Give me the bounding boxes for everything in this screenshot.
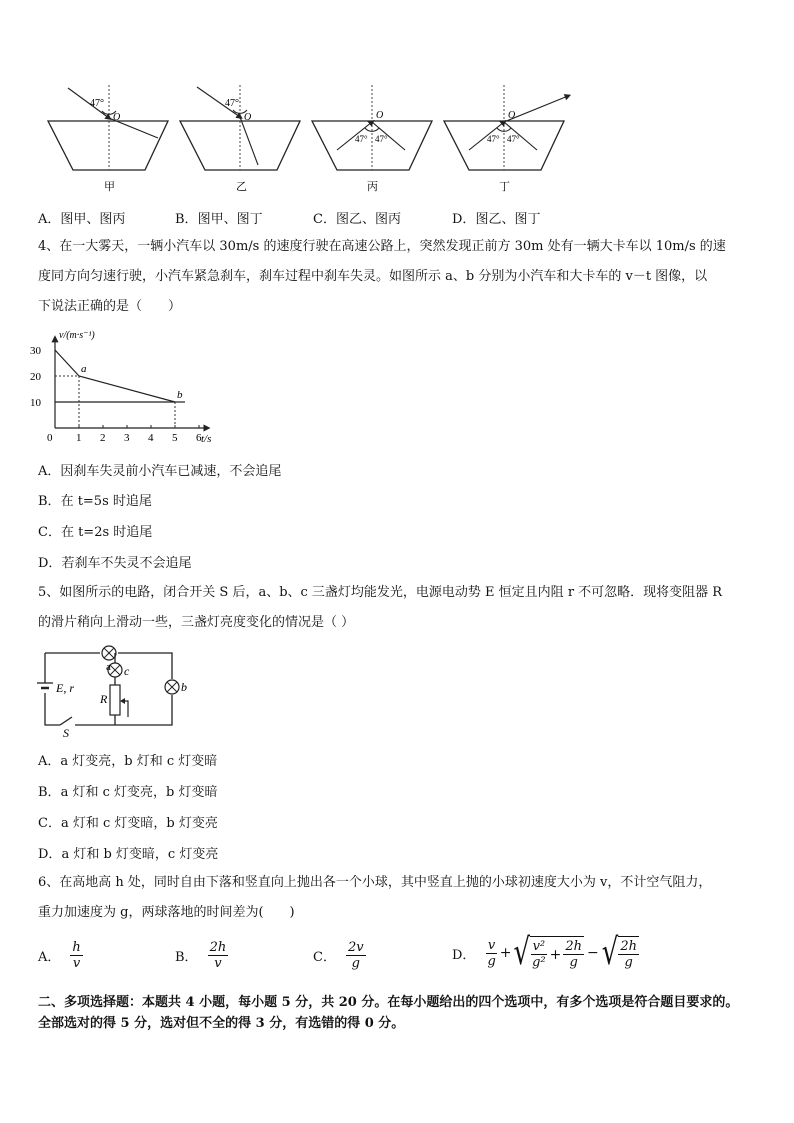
svg-text:O: O [508,110,516,121]
caption-yi: 乙 [236,181,247,193]
x-axis-label: t/s [201,433,212,445]
vt-chart [30,324,215,449]
prism-bing [312,85,432,170]
q4-text-line1: 4、在一大雾天，一辆小汽车以 30m/s 的速度行驶在高速公路上，突然发现正前方 30m 处有一辆大卡车以 10m/s 的速 [38,239,726,254]
q6-option-c[interactable]: C． $\frac{2v}{g}$ [313,940,364,971]
q5-option-c[interactable]: C．a 灯和 c 灯变暗，b 灯变亮 [38,816,218,831]
y-tick-label: 30 [30,345,41,357]
caption-ding: 丁 [499,181,510,193]
q5-option-a[interactable]: A．a 灯变亮，b 灯和 c 灯变暗 [38,754,218,769]
q4-option-d[interactable]: D．若刹车不失灵不会追尾 [38,556,192,571]
x-tick-label: 4 [148,432,154,444]
x-tick-label: 3 [124,432,130,444]
q3-option-c[interactable]: C．图乙、图丙 [313,212,401,227]
svg-text:S: S [63,726,69,740]
lamp-b [165,680,179,694]
q5-option-b[interactable]: B．a 灯和 c 灯变亮，b 灯变暗 [38,785,218,800]
q4-text-line2: 度同方向匀速行驶，小汽车紧急刹车，刹车过程中刹车失灵。如图所示 a、b 分别为小汽车和大卡车的 v－t 图像，以 [38,269,708,284]
prism-figures [0,0,794,200]
svg-text:O: O [113,112,121,123]
prism-yi [180,85,300,170]
svg-text:E, r: E, r [56,681,74,695]
svg-text:47°: 47° [355,134,368,144]
q4-option-b[interactable]: B．在 t=5s 时追尾 [38,494,152,509]
prism-ding [444,85,568,170]
svg-text:c: c [124,664,130,678]
y-axis-label: v/(m·s⁻¹) [59,330,95,341]
lamp-a [102,646,116,660]
q5-text-line1: 5、如图所示的电路，闭合开关 S 后，a、b、c 三盏灯均能发光，电源电动势 E 恒定且内阻 r 不可忽略．现将变阻器 R [38,585,723,600]
svg-text:a: a [106,661,111,673]
caption-jia: 甲 [104,181,115,193]
q5-text-line2: 的滑片稍向上滑动一些，三盏灯亮度变化的情况是（ ） [38,615,355,630]
q3-option-a[interactable]: A．图甲、图丙 [38,212,126,227]
section2-line2: 全部选对的得 5 分，选对但不全的得 3 分，有选错的得 0 分。 [38,1016,405,1031]
point-label-b: b [177,389,183,401]
x-tick-label: 6 [196,432,202,444]
q3-option-b[interactable]: B．图甲、图丁 [175,212,263,227]
q4-option-c[interactable]: C．在 t=2s 时追尾 [38,525,153,540]
rheostat-r [110,685,120,715]
q6-text-line1: 6、在高地高 h 处，同时自由下落和竖直向上抛出各一个小球，其中竖直上抛的小球初速度大小为 v，不计空气阻力， [38,875,712,890]
caption-bing: 丙 [367,181,378,193]
q6-text-line2: 重力加速度为 g，两球落地的时间差为( ) [38,905,295,920]
circuit-diagram [30,645,200,740]
svg-text:47°: 47° [487,134,500,144]
prism-jia [48,85,168,170]
svg-text:b: b [181,680,187,694]
svg-text:47°: 47° [507,134,520,144]
svg-text:R: R [100,692,108,706]
x-tick-label: 0 [47,432,53,444]
section2-line1: 二、多项选择题：本题共 4 小题，每小题 5 分，共 20 分。在每小题给出的四个选项中，有多个选项是符合题目要求的。 [38,995,739,1010]
svg-text:O: O [376,110,384,121]
x-tick-label: 2 [100,432,106,444]
q6-option-b[interactable]: B． $\frac{2h}{v}$ [175,940,227,971]
point-label-a: a [81,363,87,375]
q6-option-a[interactable]: A． $\frac{h}{v}$ [38,940,81,971]
y-tick-label: 10 [30,397,41,409]
angle-label: 47° [90,98,104,109]
q6-option-d[interactable]: D． $\frac{v}{g}$ + √ $\frac{\text{v²}}{\text{g²}}$ + $\frac{2h}{g}$ − √ $\frac{2h}{g}$ [452,932,637,974]
q4-text-line3: 下说法正确的是（ ） [38,299,182,314]
x-tick-label: 5 [172,432,178,444]
q4-option-a[interactable]: A．因刹车失灵前小汽车已减速，不会追尾 [38,464,282,479]
q5-option-d[interactable]: D．a 灯和 b 灯变暗，c 灯变亮 [38,847,219,862]
y-tick-label: 20 [30,371,41,383]
x-tick-label: 1 [76,432,82,444]
svg-text:O: O [244,112,252,123]
svg-text:47°: 47° [225,98,239,109]
q3-option-d[interactable]: D．图乙、图丁 [452,212,541,227]
svg-text:47°: 47° [375,134,388,144]
